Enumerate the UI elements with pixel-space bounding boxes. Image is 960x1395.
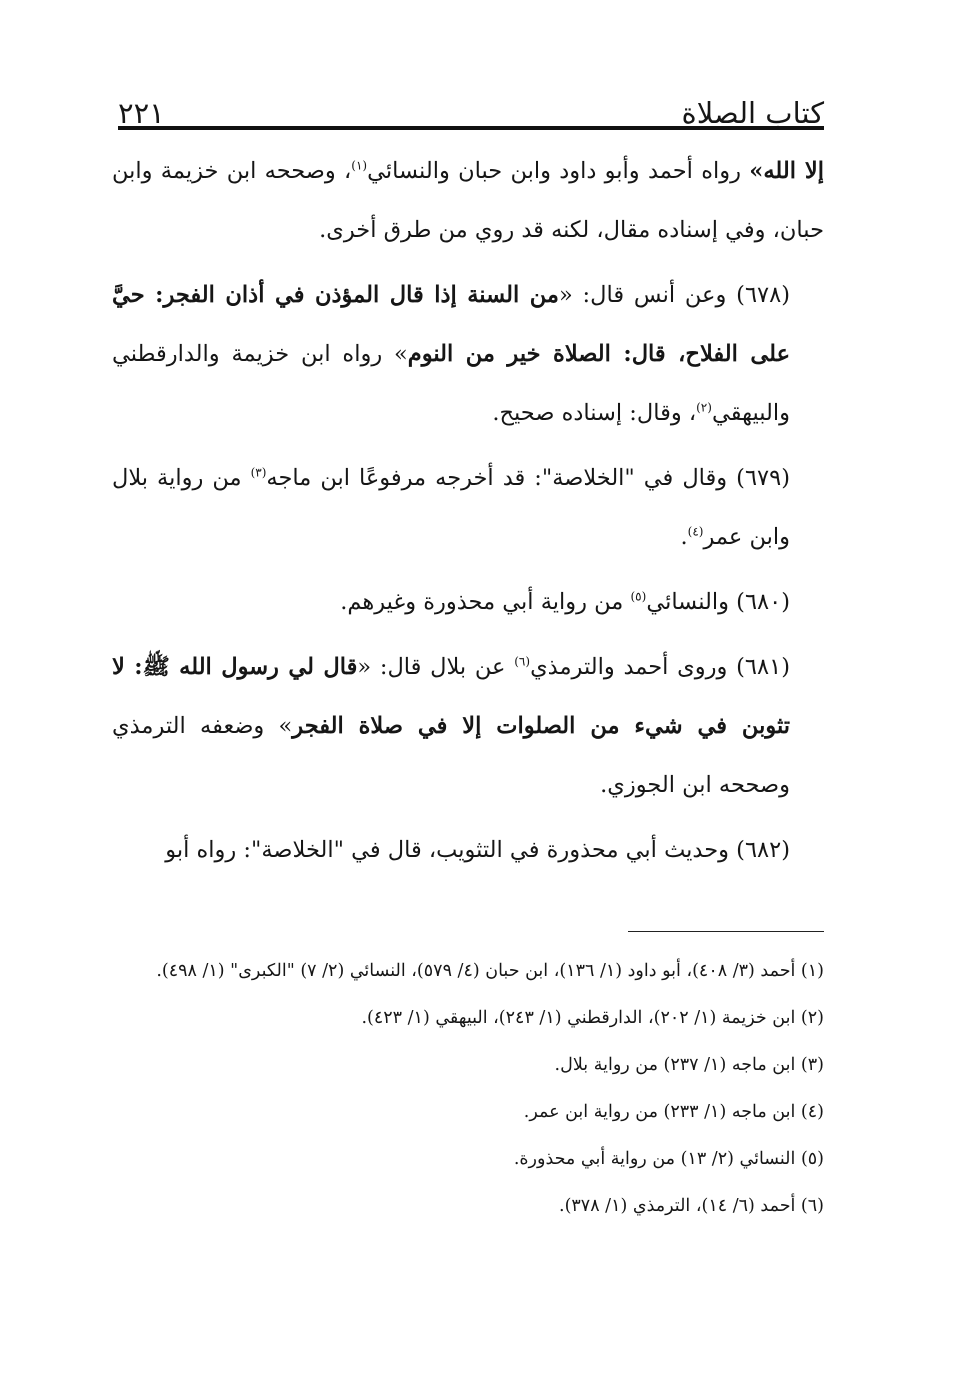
- bold-quote: إلا الله»: [749, 158, 824, 184]
- footnotes: [112, 948, 824, 1230]
- running-header: [118, 76, 824, 128]
- footnote-3: (٣) ابن ماجه (١/ ٢٣٧) من رواية بلال.: [554, 1055, 824, 1075]
- text-run: ، وصححه ابن خزيمة وابن حبان، وفي إسناده مقال، لكنه قد روي من طرق أخرى.: [112, 158, 824, 243]
- text-run: (٦٨٠) والنسائي: [646, 589, 790, 615]
- text-run: عن بلال قال: «: [357, 654, 515, 680]
- paragraph: [112, 142, 824, 260]
- text-run: (٦٧٩) وقال في "الخلاصة": قد أخرجه مرفوعًا ابن ماجه: [266, 465, 791, 491]
- paragraph-679: [112, 449, 824, 567]
- footnote-ref: (٦): [514, 654, 531, 669]
- main-text: [112, 142, 824, 886]
- text-run: (٦٧٨) وعن أنس قال: «: [558, 282, 790, 308]
- text-run: من رواية بلال وابن عمر: [112, 465, 790, 550]
- paragraph-682: [112, 821, 824, 880]
- footnote-ref: (٣): [250, 465, 267, 480]
- bold-quote: من السنة إذا قال المؤذن في أذان الفجر: حيَّ على الفلاح، قال: الصلاة خير من النوم: [112, 282, 790, 367]
- chapter-title: كتاب الصلاة: [681, 96, 824, 130]
- footnote-5: (٥) النسائي (٢/ ١٣) من رواية أبي محذورة.: [513, 1149, 824, 1169]
- text-run: رواه أحمد وأبو داود وابن حبان والنسائي: [367, 158, 750, 184]
- text-run: (٦٨٢) وحديث أبي محذورة في التثويب، قال في "الخلاصة": رواه أبو: [165, 837, 790, 863]
- footnote-6: (٦) أحمد (٦/ ١٤)، الترمذي (١/ ٣٧٨).: [559, 1196, 824, 1216]
- bold-quote: قال لي رسول الله ﷺ: لا تثوبن في شيء من الصلوات إلا في صلاة الفجر: [112, 654, 791, 739]
- text-run: » وضعفه الترمذي وصححه ابن الجوزي.: [112, 713, 790, 798]
- header-rule: [118, 126, 824, 130]
- footnote-separator: [628, 931, 824, 932]
- paragraph-678: [112, 266, 824, 443]
- footnote-2: (٢) ابن خزيمة (١/ ٢٠٢)، الدارقطني (١/ ٢٤٣)، البيهقي (١/ ٤٢٣).: [361, 1008, 824, 1028]
- footnote-1: (١) أحمد (٣/ ٤٠٨)، أبو داود (١/ ١٣٦)، ابن حبان (٤/ ٥٧٩)، النسائي (٢/ ٧) "الكبرى" (١/ ٤٩٨).: [156, 961, 824, 981]
- text-run: (٦٨١) وروى أحمد والترمذي: [530, 654, 790, 680]
- footnote-ref: (٥): [630, 589, 647, 604]
- page-number: ٢٢١: [118, 96, 165, 130]
- paragraph-680: [112, 573, 824, 632]
- text-run: ، وقال: إسناده صحيح.: [492, 400, 697, 426]
- text-run: » رواه ابن خزيمة والدارقطني والبيهقي: [112, 341, 790, 426]
- footnote-ref: (٤): [687, 524, 704, 539]
- text-run: من رواية أبي محذورة وغيرهم.: [340, 589, 631, 615]
- footnote-ref: (١): [351, 158, 368, 173]
- footnote-4: (٤) ابن ماجه (١/ ٢٣٣) من رواية ابن عمر.: [523, 1102, 824, 1122]
- footnote-ref: (٢): [696, 400, 712, 415]
- paragraph-681: [112, 638, 824, 815]
- text-run: .: [680, 524, 688, 550]
